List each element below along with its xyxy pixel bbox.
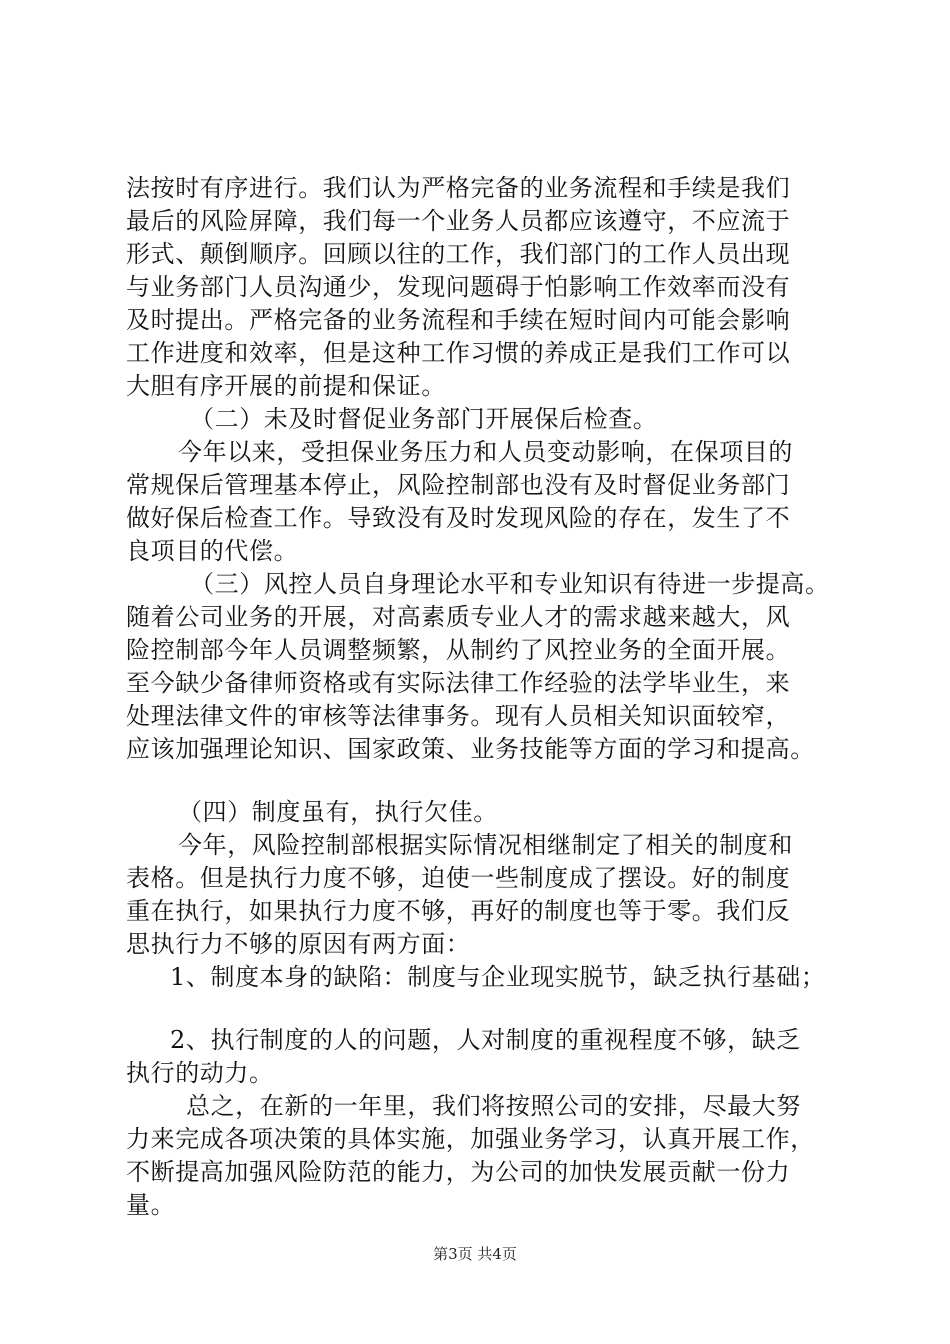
section-heading: （四）制度虽有，执行欠佳。	[178, 798, 498, 826]
text-line: 险控制部今年人员调整频繁，从制约了风控业务的全面开展。	[126, 636, 791, 664]
text-line: 应该加强理论知识、国家政策、业务技能等方面的学习和提高。	[126, 735, 815, 763]
text-line: 最后的风险屏障，我们每一个业务人员都应该遵守，不应流于	[126, 207, 791, 235]
text-line: 大胆有序开展的前提和保证。	[126, 372, 446, 400]
text-line: 力来完成各项决策的具体实施，加强业务学习，认真开展工作，	[126, 1125, 815, 1153]
text-line: 重在执行，如果执行力度不够，再好的制度也等于零。我们反	[126, 897, 791, 925]
text-line: 随着公司业务的开展，对高素质专业人才的需求越来越大，风	[126, 603, 791, 631]
page-number-footer: 第3页 共4页	[433, 1245, 517, 1263]
text-line: 思执行力不够的原因有两方面：	[126, 930, 471, 958]
section-heading: （三）风控人员自身理论水平和专业知识有待进一步提高。	[190, 570, 830, 598]
section-heading: （二）未及时督促业务部门开展保后检查。	[190, 405, 658, 433]
text-line: 与业务部门人员沟通少，发现问题碍于怕影响工作效率而没有	[126, 273, 791, 301]
text-line: 至今缺少备律师资格或有实际法律工作经验的法学毕业生，来	[126, 669, 791, 697]
text-line: 总之，在新的一年里，我们将按照公司的安排，尽最大努	[186, 1092, 801, 1120]
text-line: 法按时有序进行。我们认为严格完备的业务流程和手续是我们	[126, 174, 791, 202]
text-line: 做好保后检查工作。导致没有及时发现风险的存在，发生了不	[126, 504, 791, 532]
paragraph-gap	[126, 994, 838, 1024]
text-line: 表格。但是执行力度不够，迫使一些制度成了摆设。好的制度	[126, 864, 791, 892]
text-line: 形式、颠倒顺序。回顾以往的工作，我们部门的工作人员出现	[126, 240, 791, 268]
text-line: 今年以来，受担保业务压力和人员变动影响，在保项目的	[178, 438, 793, 466]
text-line: 及时提出。严格完备的业务流程和手续在短时间内可能会影响	[126, 306, 791, 334]
text-line: 执行的动力。	[126, 1059, 274, 1087]
text-line: 量。	[126, 1191, 176, 1219]
list-item: 1、制度本身的缺陷：制度与企业现实脱节，缺乏执行基础；	[170, 963, 826, 991]
text-line: 常规保后管理基本停止，风险控制部也没有及时督促业务部门	[126, 471, 791, 499]
paragraph-gap	[126, 766, 838, 796]
text-line: 工作进度和效率，但是这种工作习惯的养成正是我们工作可以	[126, 339, 791, 367]
document-body	[126, 172, 838, 1222]
list-item: 2、执行制度的人的问题，人对制度的重视程度不够，缺乏	[170, 1026, 801, 1054]
text-line: 处理法律文件的审核等法律事务。现有人员相关知识面较窄，	[126, 702, 791, 730]
text-line: 良项目的代偿。	[126, 537, 299, 565]
text-line: 不断提高加强风险防范的能力，为公司的加快发展贡献一份力	[126, 1158, 791, 1186]
text-line: 今年，风险控制部根据实际情况相继制定了相关的制度和	[178, 831, 793, 859]
